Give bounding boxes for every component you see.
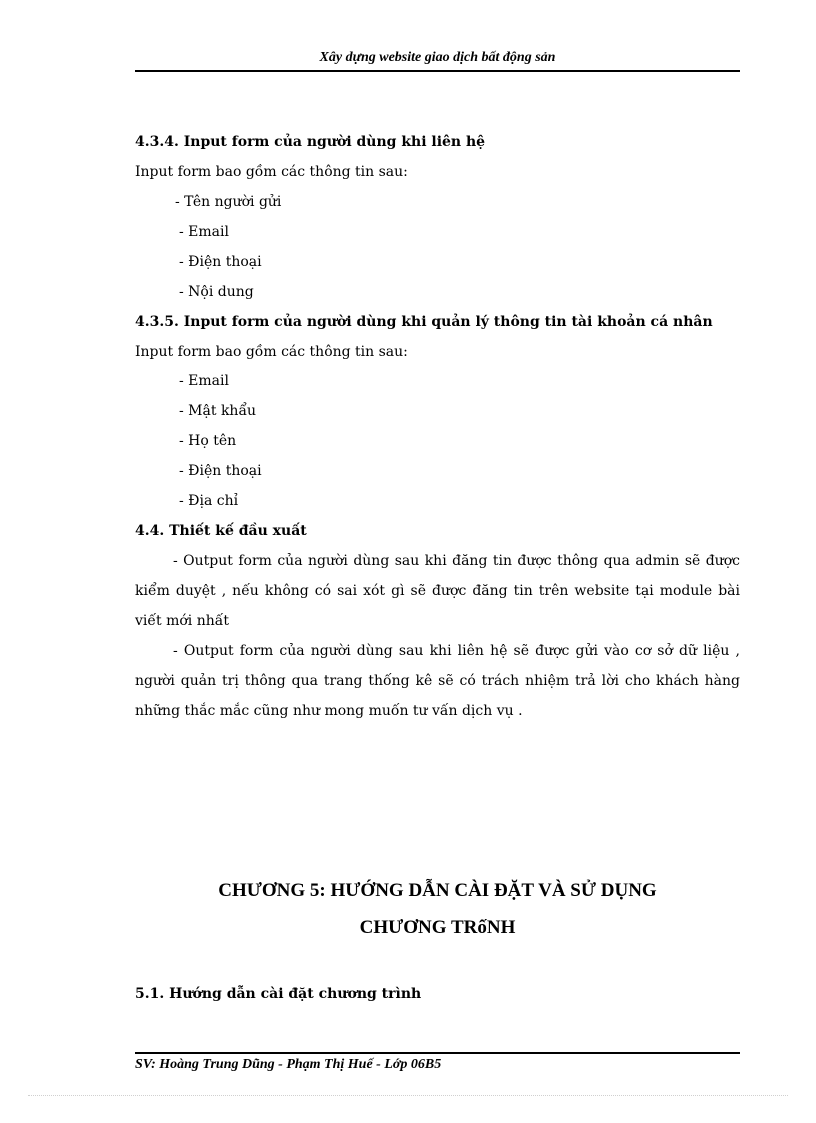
list-item: - Email <box>179 373 229 389</box>
list-item: - Họ tên <box>179 433 237 449</box>
chapter-title-line-1: CHƯƠNG 5: HƯỚNG DẪN CÀI ĐẶT VÀ SỬ DỤNG <box>218 880 657 901</box>
section-heading-4-4: 4.4. Thiết kế đầu xuất <box>135 523 307 539</box>
list-item: - Điện thoại <box>179 463 262 479</box>
list-item: - Điện thoại <box>179 254 262 270</box>
list-item: - Nội dung <box>179 284 254 300</box>
section-intro-4-3-4: Input form bao gồm các thông tin sau: <box>135 164 408 180</box>
page-edge-divider <box>28 1095 788 1096</box>
section-heading-5-1: 5.1. Hướng dẫn cài đặt chương trình <box>135 986 422 1002</box>
header-rule <box>135 70 740 72</box>
section-intro-4-3-5: Input form bao gồm các thông tin sau: <box>135 344 408 360</box>
list-item: - Email <box>179 224 229 240</box>
paragraph-output-2: - Output form của người dùng sau khi liên hệ sẽ được gửi vào cơ sở dữ liệu , người quản trị thông qua trang thống kê sẽ có trách nhiệm trả lời cho khách hàng những thắc mắc cũng như mong muốn tư vấn dịch vụ . <box>135 643 740 719</box>
section-heading-4-3-4: 4.3.4. Input form của người dùng khi liên hệ <box>135 134 486 150</box>
footer-rule <box>135 1052 740 1054</box>
list-item: - Mật khẩu <box>179 403 257 419</box>
list-item: - Tên người gửi <box>175 194 282 210</box>
chapter-title-line-2: CHƯƠNG TRốNH <box>359 917 516 938</box>
section-heading-4-3-5: 4.3.5. Input form của người dùng khi quản lý thông tin tài khoản cá nhân <box>135 314 713 330</box>
list-item: - Địa chỉ <box>179 493 239 509</box>
running-header: Xây dựng website giao dịch bất động sản <box>319 50 556 65</box>
running-footer: SV: Hoàng Trung Dũng - Phạm Thị Huế - Lớp 06B5 <box>135 1057 442 1072</box>
paragraph-output-1: - Output form của người dùng sau khi đăng tin được thông qua admin sẽ được kiểm duyệt , nếu không có sai xót gì sẽ được đăng tin trên website tại module bài viết mới nhất <box>135 553 740 629</box>
